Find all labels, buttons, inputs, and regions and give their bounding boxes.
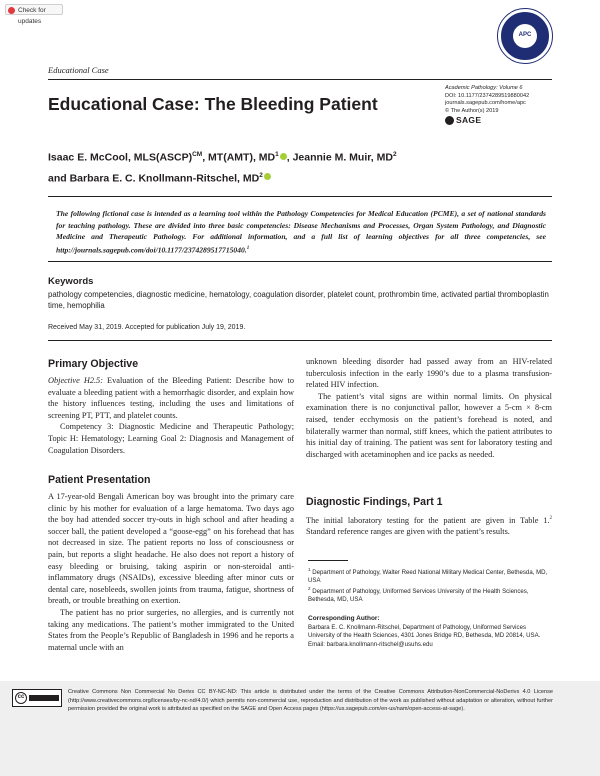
findings-text-b: Standard reference ranges are given with the patient’s results. <box>306 527 510 537</box>
findings-ref: 2 <box>549 516 552 521</box>
affiliation-1-text: Department of Pathology, Walter Reed National Military Medical Center, Bethesda, MD, USA <box>308 569 548 585</box>
heading-patient-presentation: Patient Presentation <box>48 474 151 486</box>
author-1-rest: , MT(AMT), MD <box>202 151 276 164</box>
corresponding-author-email[interactable]: Email: barbara.knollmann-ritschel@usuhs.edu <box>308 640 433 648</box>
check-updates-label: Check for updates <box>18 7 46 25</box>
license-text: Creative Commons Non Commercial No Derivs CC BY-NC-ND: This article is distributed under the terms of the Creative Commons Attribution-NonCommercial-NoDerivs 4.0 License (http://www.creativecommons.org/licenses/by-nc-nd/4.0/) which permits non-commercial use, reproduction and distribution of the work as published without adaptation or alteration, without further permission provided the original work is attributed as specified on the SAGE and Open Access pages (https://us.sagepub.com/en-us/nam/open-access-at-sage). <box>68 689 553 713</box>
abstract-body: The following fictional case is intended as a learning tool within the Pathology Competencies for Medical Education (PCME), a set of national standards for teaching pathology. These are divided into three basic competencies: Disease Mechanisms and Processes, Organ System Pathology, and Diagnostic Medicine and Therapeutic Pathology. For additional information, and a full list of learning objectives for all three competencies, see http://journals.sagepub.com/doi/10.1177/2374289517715040. <box>56 209 546 255</box>
author-1-affiliation: 1 <box>275 151 279 158</box>
author-3: and Barbara E. C. Knollmann-Ritschel, MD <box>48 172 260 184</box>
exam-paragraph: The patient’s vital signs are within normal limits. On physical examination there is no conjunctival pallor, however a 5-cm × 8-cm raised, tender ecchymosis on the patient’s forehead is noted, and bilaterally warmer than normal, stiff knees, which the patient attributes to his initial day of training. The patient was sent for laboratory testing and discharged with acetaminophen and ice packs as needed. <box>306 391 552 459</box>
right-column-top <box>306 356 552 460</box>
body-divider <box>48 340 552 341</box>
author-3-affiliation: 2 <box>259 171 263 179</box>
presentation-paragraph-1: A 17-year-old Bengali American boy was brought into the primary care clinic by his mother for evaluation of a large hematoma. Two days ago the boy had attended soccer try-outs in high school and after heading a soccer ball, the patient developed a “goose-egg” on his forehead that has not decreased in size. The patient reports no loss of consciousness or pain, but reports a slight headache. He also does not report a history of easy bleeding or bruising, taking aspirin or non-steroidal anti-inflammatory drugs (NSAIDs), excessive bleeding after minor cuts or dental care, nosebleeds, swollen joints from trauma, fatigue, shortness of breath, or trouble breathing on exertion. <box>48 492 294 606</box>
journal-site-link[interactable]: journals.sagepub.com/home/apc <box>445 100 526 107</box>
abstract-ref: 1 <box>246 245 250 251</box>
affiliation-1-sup: 1 <box>308 567 311 572</box>
findings-paragraph <box>306 513 552 538</box>
corresponding-author-name: Barbara E. C. Knollmann-Ritschel, Department of Pathology, Uniformed Services University of the Health Sciences, 4301 Jones Bridge RD, Bethesda, MD 20814, USA. <box>308 624 541 640</box>
presentation-paragraph-2: The patient has no prior surgeries, no allergies, and is currently not taking any medications. The patient’s mother immigrated to the United States from the People’s Republic of Bangladesh in 1996 and he reports a maternal uncle with an <box>48 607 294 652</box>
competency-text: Competency 3: Diagnostic Medicine and Therapeutic Pathology; Topic H: Hematology; Learning Goal 2: Diagnosis and Management of Coagulation Disorders. <box>48 422 294 455</box>
cc-license-icon[interactable] <box>12 689 62 707</box>
received-date: Received May 31, 2019. Accepted for publication July 19, 2019. <box>48 324 246 331</box>
corresponding-author-heading: Corresponding Author: <box>308 615 380 622</box>
affiliation-2-text: Department of Pathology, Uniformed Services University of the Health Sciences, Bethesda, MD, USA <box>308 588 529 604</box>
findings-text-a: The initial laboratory testing for the patient are given in Table 1. <box>306 515 550 525</box>
affiliation-1 <box>308 566 552 586</box>
cc-icon: cc <box>15 692 27 704</box>
affiliation-2 <box>308 585 552 605</box>
cc-by-nc-nd-strip <box>29 695 59 701</box>
author-2-affiliation: 2 <box>392 151 397 158</box>
sage-logo-icon <box>445 116 454 125</box>
history-continued: unknown bleeding disorder had passed away from an HIV-related tuberculosis infection in the early 1990’s due to a plasma transfusion-related HIV infection. <box>306 357 552 390</box>
left-column-top <box>48 375 294 456</box>
objective-label: Objective H2.5: <box>48 376 103 385</box>
orcid-icon[interactable] <box>280 153 287 160</box>
footnote-divider <box>308 560 348 561</box>
section-label: Educational Case <box>48 65 109 75</box>
header-divider <box>48 79 552 80</box>
keywords-heading: Keywords <box>48 276 94 287</box>
abstract-text <box>56 208 546 256</box>
author-1-credential-sup: CM <box>192 151 203 158</box>
author-list <box>48 146 528 187</box>
corresponding-author-details <box>308 624 552 649</box>
affiliation-2-sup: 2 <box>308 586 311 591</box>
article-title: Educational Case: The Bleeding Patient <box>48 94 378 114</box>
seal-text: APC <box>518 32 532 38</box>
publisher-name: SAGE <box>456 115 482 126</box>
check-updates-icon <box>8 7 15 14</box>
author-2: , Jeannie M. Muir, MD <box>286 151 393 164</box>
left-column-body <box>48 491 294 653</box>
copyright: © The Author(s) 2019 <box>445 107 499 114</box>
objective-text: Evaluation of the Bleeding Patient: Describe how to evaluate a bleeding patient with a hemorrhagic disorder, and explain how the history influences testing, including the uses and limitations of screening PT, PTT, and platelet counts. <box>48 376 294 420</box>
journal-volume: Academic Pathology: Volume 6 <box>445 85 523 91</box>
orcid-icon[interactable] <box>264 173 271 180</box>
author-1: Isaac E. McCool, MLS(ASCP) <box>48 151 193 164</box>
check-for-updates-badge[interactable] <box>5 4 63 25</box>
journal-seal-logo <box>498 9 552 63</box>
keywords-text: pathology competencies, diagnostic medicine, hematology, coagulation disorder, platelet count, prothrombin time, activated partial thromboplastin time, hemophilia <box>48 290 549 310</box>
publisher-logo <box>445 116 555 125</box>
doi[interactable]: DOI: 10.1177/2374289519880042 <box>445 92 530 99</box>
heading-diagnostic-findings: Diagnostic Findings, Part 1 <box>306 496 443 508</box>
heading-primary-objective: Primary Objective <box>48 358 139 370</box>
journal-meta <box>445 85 555 125</box>
